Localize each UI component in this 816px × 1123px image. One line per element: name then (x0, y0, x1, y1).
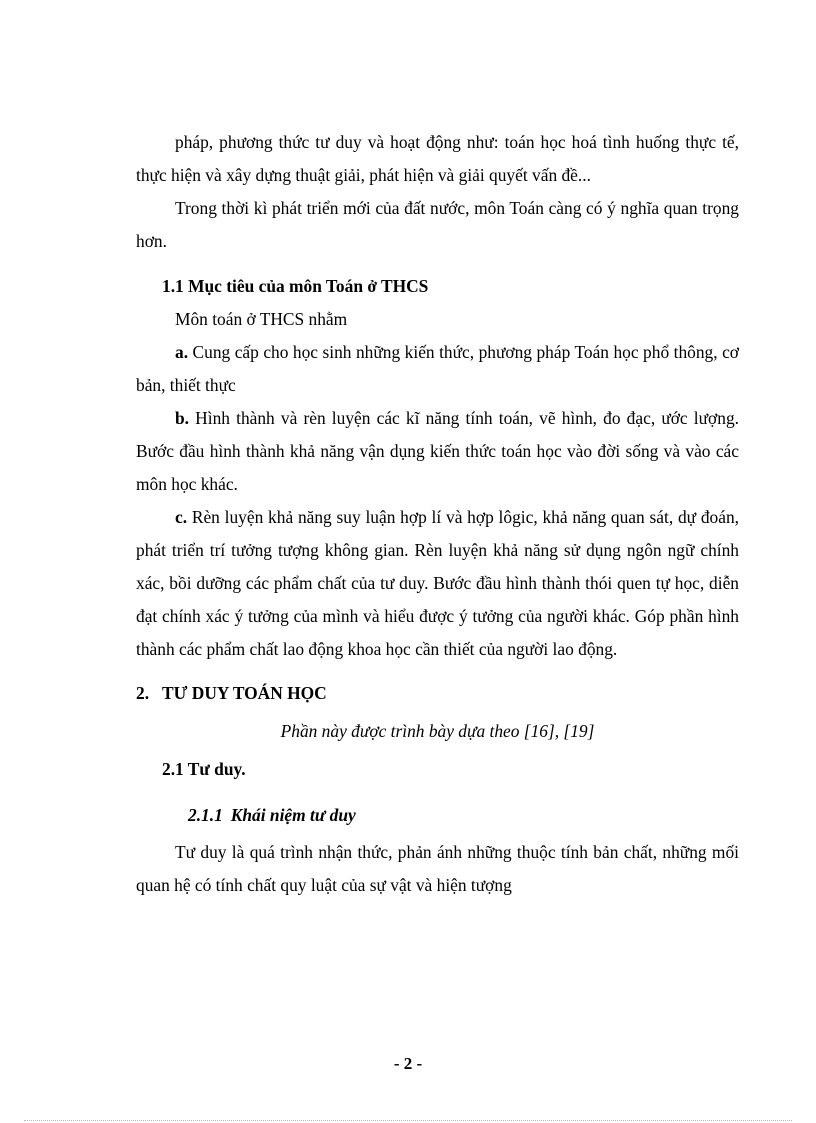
source-note: Phần này được trình bày dựa theo [16], [19] (280, 721, 595, 741)
list-item-b (136, 402, 739, 501)
section-1-1-intro: Môn toán ở THCS nhằm (175, 309, 348, 329)
section-2-1-1-heading (136, 800, 739, 830)
section-2-1-1-number: 2.1.1 (188, 805, 223, 825)
section-2-number: 2. (136, 683, 150, 703)
paragraph-continued: pháp, phương thức tư duy và hoạt động như: toán học hoá tình huống thực tế, thực hiện và xây dựng thuật giải, phát hiện và giải quyết vấn đề... (136, 132, 739, 185)
list-item-a-label: a. (175, 342, 189, 362)
page-bottom-divider (24, 1120, 792, 1121)
section-2-heading (136, 678, 739, 708)
page-number: - 2 - (393, 1054, 423, 1073)
section-2-1-1-text: Tư duy là quá trình nhận thức, phản ánh những thuộc tính bản chất, những mối quan hệ có tính chất quy luật của sự vật và hiện tượng (136, 842, 739, 895)
list-item-b-label: b. (175, 408, 190, 428)
list-item-c-text: Rèn luyện khả năng suy luận hợp lí và hợp lôgic, khả năng quan sát, dự đoán, phát triển trí tưởng tượng không gian. Rèn luyện khả năng sử dụng ngôn ngữ chính xác, bồi dưỡng các phẩm chất của tư duy. Bước đầu hình thành thói quen tự học, diễn đạt chính xác ý tưởng của mình và hiểu được ý tưởng của người khác. Góp phần hình thành các phẩm chất lao động khoa học cần thiết của người lao động. (136, 507, 739, 659)
list-item-a-text: Cung cấp cho học sinh những kiến thức, phương pháp Toán học phổ thông, cơ bản, thiết thực (136, 342, 739, 395)
list-item-c-label: c. (175, 507, 188, 527)
list-item-c (136, 501, 739, 666)
list-item-a (136, 336, 739, 402)
section-2-title: TƯ DUY TOÁN HỌC (162, 683, 327, 703)
section-2-1-heading: 2.1 Tư duy. (162, 759, 246, 779)
list-item-b-text: Hình thành và rèn luyện các kĩ năng tính toán, vẽ hình, đo đạc, ước lượng. Bước đầu hình thành khả năng vận dụng kiến thức toán học vào đời sống và vào các môn học khác. (136, 408, 739, 494)
section-1-1-heading: 1.1 Mục tiêu của môn Toán ở THCS (162, 276, 429, 296)
paragraph-importance: Trong thời kì phát triển mới của đất nước, môn Toán càng có ý nghĩa quan trọng hơn. (136, 198, 739, 251)
section-2-1-1-title: Khái niệm tư duy (230, 805, 356, 825)
page-content (136, 126, 739, 902)
